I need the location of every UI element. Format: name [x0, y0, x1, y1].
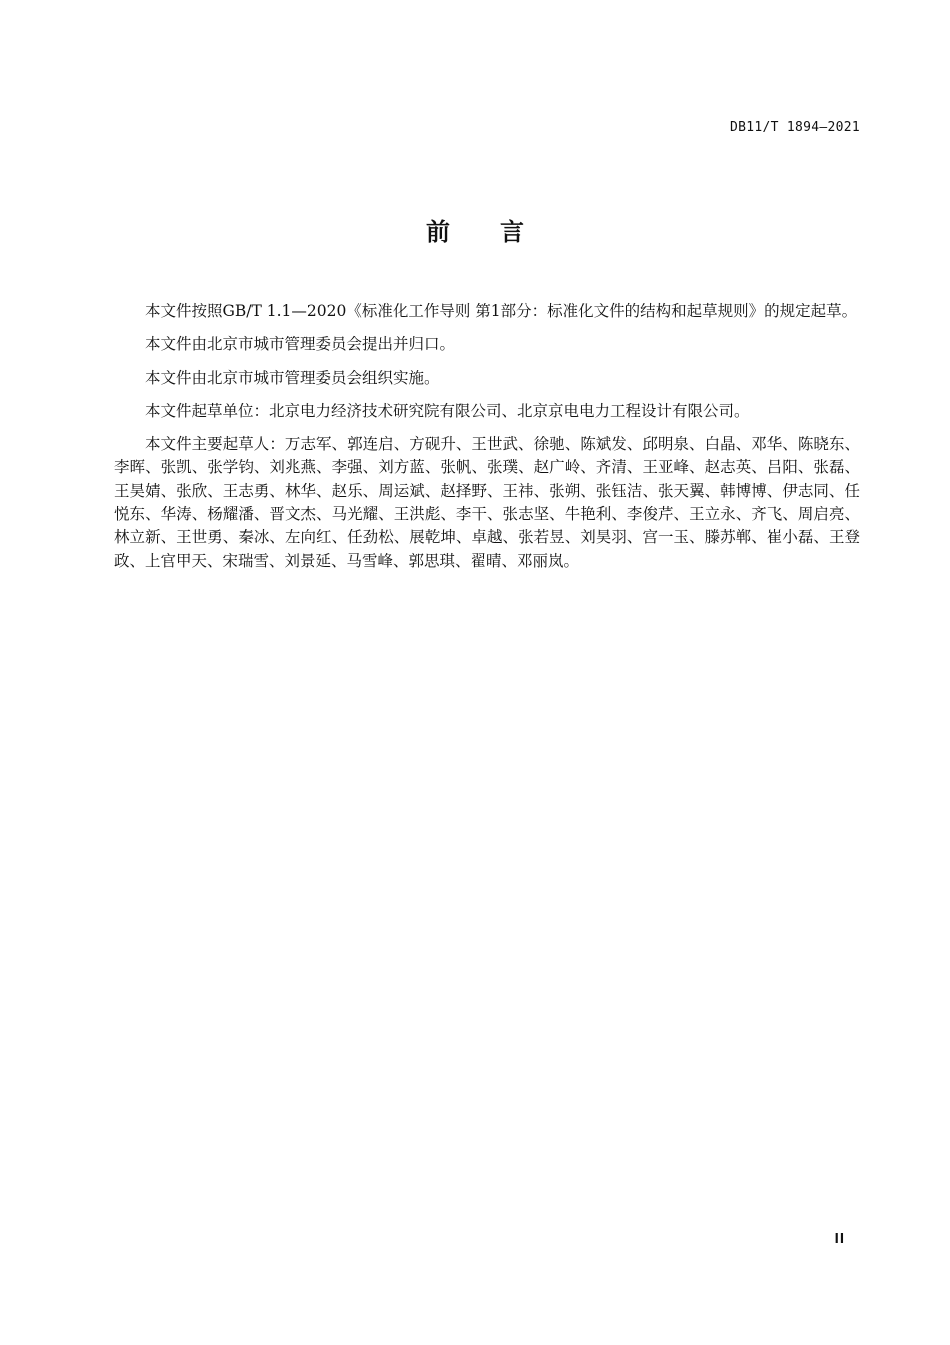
paragraph-standard-reference: 本文件按照GB/T 1.1—2020《标准化工作导则 第1部分：标准化文件的结构和起草规则》的规定起草。	[145, 302, 858, 320]
foreword-body	[114, 300, 860, 573]
paragraph-drafters: 本文件主要起草人：万志军、郭连启、方砚升、王世武、徐驰、陈斌发、邱明泉、白晶、邓华、陈晓东、李晖、张凯、张学钧、刘兆燕、李强、刘方蓝、张帆、张璞、赵广岭、齐清、王亚峰、赵志英、吕阳、张磊、王昊婧、张欣、王志勇、林华、赵乐、周运斌、赵择野、王祎、张朔、张钰洁、张天翼、韩博博、伊志同、任悦东、华涛、杨耀潘、晋文杰、马光耀、王洪彪、李干、张志坚、牛艳利、李俊芹、王立永、齐飞、周启亮、林立新、王世勇、秦冰、左向红、任劲松、展乾坤、卓越、张若昱、刘昊羽、宫一玉、滕苏郸、崔小磊、王登政、上官甲天、宋瑞雪、刘景延、马雪峰、郭思琪、翟晴、邓丽岚。	[114, 435, 860, 570]
page-title	[0, 212, 950, 247]
paragraph-implementer: 本文件由北京市城市管理委员会组织实施。	[145, 368, 440, 387]
page-number: II	[834, 1230, 845, 1247]
document-code: DB11/T 1894—2021	[729, 120, 860, 135]
title-char-1: 前	[426, 218, 450, 246]
paragraph-proposer: 本文件由北京市城市管理委员会提出并归口。	[145, 335, 456, 354]
title-char-2: 言	[500, 218, 524, 246]
paragraph-drafting-units: 本文件起草单位：北京电力经济技术研究院有限公司、北京京电电力工程设计有限公司。	[145, 401, 750, 420]
